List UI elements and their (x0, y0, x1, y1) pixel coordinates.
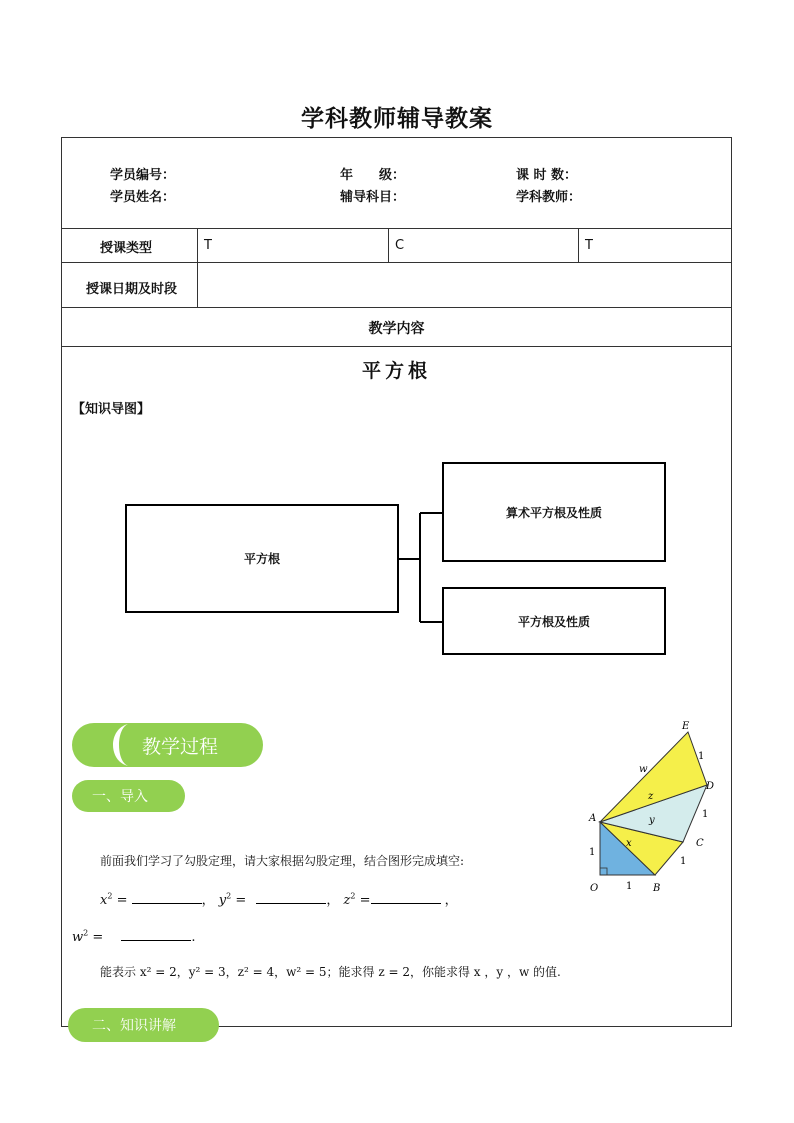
student-id-label: 学员编号： (110, 168, 176, 183)
can-show-label: 能表示 (100, 965, 137, 979)
blank-z[interactable] (371, 891, 441, 904)
var-w: w (72, 930, 84, 945)
divider (61, 228, 732, 229)
section-intro-label: 一、导入 (92, 789, 148, 805)
teaching-process-label: 教学过程 (142, 735, 219, 758)
divider (61, 346, 732, 347)
topic-title: 平方根 (361, 360, 431, 382)
mindmap-heading: 【知识导图】 (72, 402, 151, 417)
seg-label-z: z (648, 791, 654, 802)
mindmap-child-arithmetic (442, 462, 666, 562)
values-text: x² = 2，y² = 3，z² = 4，w² = 5；能求得 z = 2，你能求得 x ，y ，w 的值. (139, 965, 561, 979)
student-name-label: 学员姓名： (110, 190, 176, 205)
subject-label: 辅导科目： (340, 190, 406, 205)
values-line (100, 963, 561, 980)
point-O: O (590, 883, 599, 894)
var-z: z (343, 893, 351, 908)
seg-label-x: x (626, 838, 632, 849)
equation-line-1: $x^2$ = ， $y^2$ = ， $z^2$ = ， (100, 891, 458, 908)
blank-y[interactable] (256, 891, 326, 904)
divider (61, 307, 732, 308)
mindmap-child-square (442, 587, 666, 655)
divider (61, 262, 732, 263)
mindmap-child-arithmetic-label: 算术平方根及性质 (505, 505, 602, 520)
pythagorean-spiral-figure (585, 715, 725, 895)
document-title: 学科教师辅导教案 (301, 106, 493, 132)
section-knowledge-label: 二、知识讲解 (92, 1018, 176, 1034)
lesson-type-c[interactable]: C (395, 238, 405, 253)
seg-label-y: y (649, 815, 655, 826)
divider (388, 228, 389, 262)
blank-x[interactable] (132, 891, 202, 904)
point-E: E (682, 721, 690, 732)
seg-label-1: 1 (702, 809, 709, 820)
mindmap-root-label: 平方根 (243, 552, 280, 566)
point-C: C (696, 838, 704, 849)
intro-paragraph: 前面我们学习了勾股定理，请大家根据勾股定理，结合图形完成填空: (100, 854, 465, 868)
seg-label-1: 1 (589, 847, 596, 858)
teaching-process-banner (72, 723, 263, 767)
grade-label: 年 级： (340, 168, 406, 183)
seg-label-1: 1 (626, 881, 633, 892)
content-header: 教学内容 (368, 321, 425, 337)
divider (578, 228, 579, 262)
teacher-label: 学科教师： (516, 190, 582, 205)
lesson-type-label: 授课类型 (100, 241, 153, 256)
var-y: y (218, 893, 227, 908)
seg-label-1: 1 (680, 856, 687, 867)
equation-line-2: $w^2$ = . (72, 928, 196, 945)
section-knowledge-pill (68, 1008, 219, 1042)
seg-label-w: w (639, 764, 648, 775)
mindmap-root (125, 504, 399, 613)
point-B: B (653, 883, 661, 894)
section-intro-pill (72, 780, 185, 812)
blank-w[interactable] (121, 928, 191, 941)
point-D: D (706, 781, 715, 792)
seg-label-1: 1 (698, 751, 705, 762)
hours-label: 课 时 数： (516, 168, 578, 183)
var-x: x (100, 893, 108, 908)
lesson-type-t2[interactable]: T (585, 238, 593, 253)
point-A: A (589, 813, 597, 824)
mindmap-child-square-label: 平方根及性质 (517, 614, 590, 629)
mindmap-connector (398, 505, 444, 625)
lesson-type-t1[interactable]: T (204, 238, 212, 253)
divider (197, 228, 198, 307)
lesson-date-label: 授课日期及时段 (86, 282, 178, 297)
